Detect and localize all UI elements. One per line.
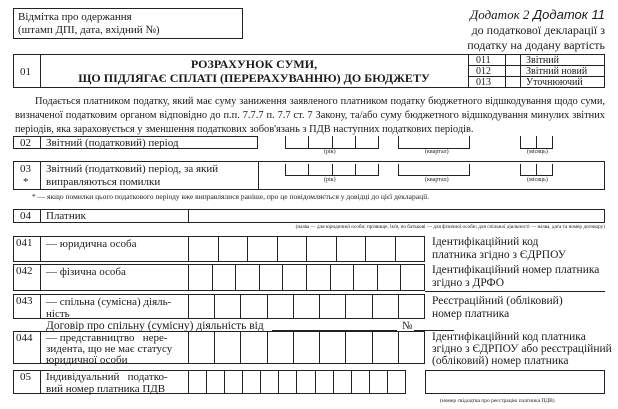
type-code-011: 011 [476,55,491,66]
row-044-label-1: — представництво нере- [46,332,168,344]
stamp-label-2: (штамп ДПІ, дата, вхідний №) [18,24,160,36]
annex-line3: податку на додану вартість [467,38,605,52]
type-label-clarifying: Уточнюючий [526,77,583,88]
row-044-label-2: зидента, що не має статусу [46,343,173,355]
row-041-right-2: платника згідно з ЄДРПОУ [432,249,566,261]
contract-label: Договір про спільну (сумісну) діяльність від [46,320,264,332]
representative-code-input[interactable] [188,331,425,364]
row-05-label-2: вий номер платника ПДВ [46,383,166,395]
annex-new: Додаток 11 [533,7,605,22]
row-05-code: 05 [20,371,31,383]
row-05-label-1: Індивідуальний податко- [46,371,168,383]
row-043-code: 043 [16,295,33,307]
type-code-013: 013 [476,77,491,88]
row-042-label: — фізична особа [46,266,126,278]
row-042-code: 042 [16,265,33,277]
row-03-code: 03 [20,163,31,175]
row-044-right-2: згідно з ЄДРПОУ або реєстраційний [432,343,612,355]
row-04-label: Платник [46,210,86,222]
section-01-title-1: РОЗРАХУНОК СУМИ, [190,57,318,71]
drfo-number-input[interactable] [188,264,425,291]
annex-line2: до податкової декларації з [471,23,605,37]
row-044-right-3: (обліковий) номер платника [432,355,569,367]
row-03-quarter-caption: (квартал) [425,177,449,183]
row-042-right-1: Ідентифікаційний номер платника [432,264,600,276]
row-02-label: Звітний (податковий) період [46,137,179,149]
section-01-title-2: ЩО ПІДЛЯГАЄ СПЛАТІ (ПЕРЕРАХУВАННЮ) ДО БЮДЖЕТУ [78,71,430,85]
type-code-012: 012 [476,66,491,77]
row-03-year-caption: (рік) [324,177,336,183]
row-03-label-1: Звітний (податковий) період, за який [46,163,219,175]
row-043-right-1: Реєстраційний (обліковий) [432,295,563,307]
row-03-year-input[interactable] [285,164,379,176]
section-01-code: 01 [20,66,31,78]
row-02-month-caption: (місяць) [527,149,548,155]
row-05-note: (номер свідоцтва про реєстрацію платника ПДВ) [440,398,555,404]
payer-name-input[interactable] [189,210,604,222]
annex-old: Додаток 2 [470,7,530,22]
row-02-year-caption: (рік) [324,149,336,155]
row-044-right-1: Ідентифікаційний код платника [432,331,586,343]
row-02-quarter-caption: (квартал) [425,149,449,155]
row-03-label-2: виправляються помилки [46,176,161,188]
type-checkbox-013[interactable] [506,77,519,87]
row-043-right-2: номер платника [432,308,510,320]
type-checkbox-011[interactable] [506,55,519,65]
type-label-reporting: Звітний [526,55,559,66]
annex-title [470,8,605,22]
row-03-quarter-input[interactable] [398,164,470,176]
row-043-label-1: — спільна (сумісна) діяль- [46,296,172,308]
vat-certificate-number-input[interactable] [425,370,605,394]
contract-number-label: № [402,320,413,332]
row-02-code: 02 [20,137,31,149]
row-04-note: (назва — для юридичної особи; прізвище, ім'я, по батькові — для фізичної особи; для спільної діяльності — назва, дата та номер договору) [295,224,605,230]
row-03-star: * [23,176,29,188]
edrpou-code-input[interactable] [188,236,425,262]
intro-paragraph: Подається платником податку, який має суму заниження заявленого платником податку бюджетного відшкодування щодо суми, визначеної податковим органом відповідно до п.п. 7.7.7 п. 7.7 ст. 7 Закону, та/або суму бюджетного відшкодування минулих звітних періодів, яка зараховується у зменшення податкових зобов'язань з ПДВ наступних податкових періодів. [15,96,605,135]
row-044-label-3: юридичної особи [46,354,128,366]
row-044-code: 044 [16,332,33,344]
vat-ipn-input[interactable] [188,370,406,394]
row-042-right-2: згідно з ДРФО [432,277,505,289]
type-checkbox-012[interactable] [506,66,519,76]
row-041-label: — юридична особа [46,238,137,250]
row-043-label-2: ність [46,308,70,320]
joint-activity-number-input[interactable] [188,294,425,319]
row-03-month-input[interactable] [520,164,553,176]
row-041-code: 041 [16,237,33,249]
row-041-right-1: Ідентифікаційний код [432,236,539,248]
row-03-month-caption: (місяць) [527,177,548,183]
footnote: * — якщо помилки цього податкового періоду вже виправлялися раніше, про це повідомляється у довідці до цієї декларації. [32,192,430,201]
stamp-label-1: Відмітка про одержання [18,11,132,23]
type-label-new-reporting: Звітний новий [526,66,588,77]
row-04-code: 04 [20,210,31,222]
